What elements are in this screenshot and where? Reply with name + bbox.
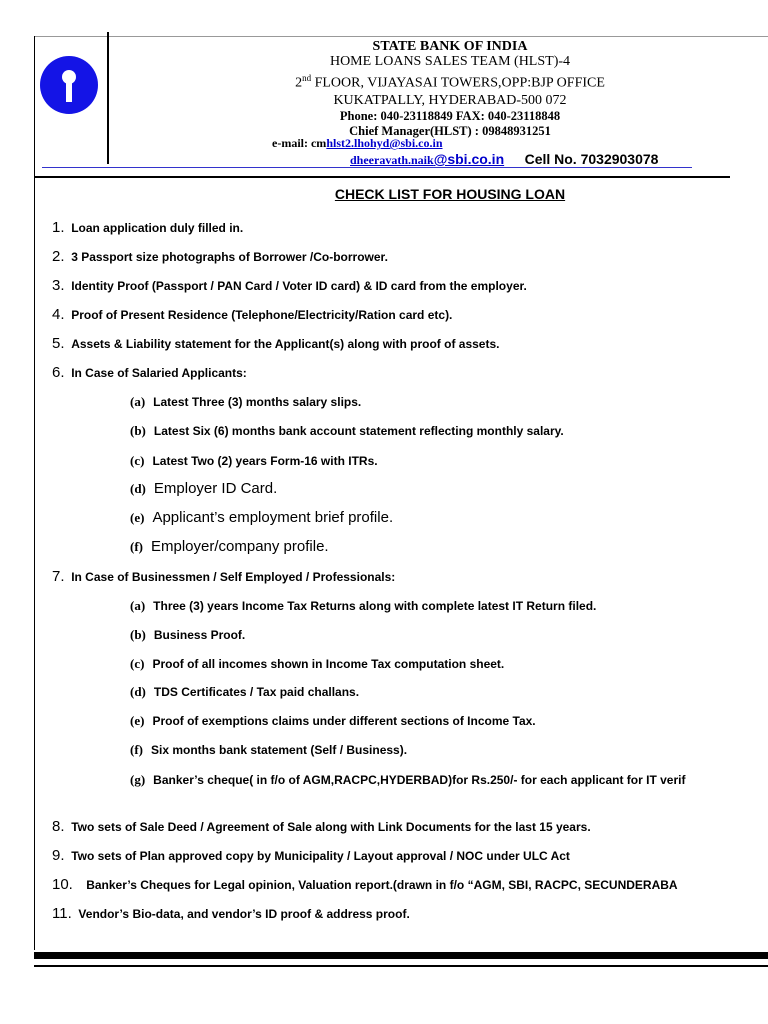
item-number: 9. (52, 847, 65, 864)
email-underline-rule (42, 167, 692, 168)
email-prefix: e-mail: cm (272, 136, 327, 150)
sub-item-text: Employer/company profile. (151, 538, 329, 555)
phone-fax: Phone: 040-23118849 FAX: 040-23118848 (339, 108, 561, 123)
item-text: Identity Proof (Passport / PAN Card / Voter ID card) & ID card from the employer. (71, 279, 527, 293)
header-bottom-rule (34, 176, 730, 178)
list-item (52, 818, 591, 835)
sub-item-text: Applicant’s employment brief profile. (152, 509, 394, 526)
list-item (52, 876, 678, 893)
sub-item-text: Latest Three (3) months salary slips. (153, 395, 362, 409)
sub-item-letter: (d) (130, 684, 146, 699)
sub-item-letter: (d) (130, 481, 146, 496)
list-item (52, 277, 527, 294)
sub-list-item (130, 538, 329, 555)
address-floor-num: 2 (295, 75, 303, 91)
item-number: 10. (52, 876, 73, 893)
sub-list-item (130, 713, 536, 729)
page-title-text: CHECK LIST FOR HOUSING LOAN (334, 186, 566, 202)
sub-list-item (130, 598, 596, 614)
sub-item-text: Six months bank statement (Self / Business). (151, 743, 408, 757)
item-text: Proof of Present Residence (Telephone/Electricity/Ration card etc). (71, 308, 453, 322)
list-item (52, 905, 410, 922)
bank-name: STATE BANK OF INDIA (372, 39, 528, 54)
address-floor (240, 70, 660, 92)
sub-item-letter: (b) (130, 627, 146, 642)
sub-item-text: Latest Two (2) years Form-16 with ITRs. (152, 454, 378, 468)
item-text: Two sets of Plan approved copy by Municipality / Layout approval / NOC under ULC Act (71, 849, 570, 863)
header-divider (107, 32, 109, 164)
sub-item-letter: (f) (130, 539, 143, 554)
list-item (52, 364, 247, 381)
chief-manager: Chief Manager(HLST) : 09848931251 (349, 123, 551, 138)
sub-list-item (130, 656, 504, 672)
keyhole-stem (66, 80, 72, 102)
page-left-border (34, 36, 35, 950)
item-text: In Case of Salaried Applicants: (71, 366, 247, 380)
sub-list-item (130, 480, 277, 497)
item-text: 3 Passport size photographs of Borrower /Co-borrower. (71, 250, 388, 264)
sub-item-text: Proof of exemptions claims under different sections of Income Tax. (152, 714, 536, 728)
sub-item-letter: (f) (130, 742, 143, 757)
sub-item-letter: (c) (130, 656, 145, 671)
sbi-logo-icon (40, 56, 98, 114)
letterhead (240, 39, 660, 139)
sub-item-letter: (e) (130, 510, 145, 525)
item-text: Assets & Liability statement for the Applicant(s) along with proof of assets. (71, 337, 500, 351)
item-number: 3. (52, 277, 65, 294)
sub-item-text: Business Proof. (153, 628, 246, 642)
sub-item-text: Three (3) years Income Tax Returns along with complete latest IT Return filed. (153, 599, 597, 613)
sub-list-item (130, 394, 361, 410)
sub-item-text: Proof of all incomes shown in Income Tax computation sheet. (152, 657, 505, 671)
sub-item-text: Banker’s cheque( in f/o of AGM,RACPC,HYDERBAD)for Rs.250/- for each applicant for IT verif (153, 773, 686, 787)
sub-item-letter: (a) (130, 394, 146, 409)
footer-thick-rule (34, 952, 768, 959)
sub-item-letter: (b) (130, 423, 146, 438)
sub-list-item (130, 453, 378, 469)
list-item (52, 248, 388, 265)
address-city: KUKATPALLY, HYDERABAD-500 072 (333, 92, 567, 108)
page-top-border (34, 36, 768, 37)
email2-user[interactable]: dheeravath.naik (350, 153, 434, 167)
address-floor-sup: nd (302, 73, 312, 83)
team-name: HOME LOANS SALES TEAM (HLST)-4 (329, 54, 571, 69)
sub-item-letter: (g) (130, 772, 146, 787)
item-text: Banker’s Cheques for Legal opinion, Valuation report.(drawn in f/o “AGM, SBI, RACPC, SECUNDERABA (86, 878, 678, 892)
list-item (52, 335, 499, 352)
sub-list-item (130, 742, 407, 758)
item-number: 11. (52, 905, 72, 922)
item-text: Vendor’s Bio-data, and vendor’s ID proof & address proof. (78, 907, 410, 921)
item-number: 8. (52, 818, 65, 835)
item-text: Loan application duly filled in. (71, 221, 244, 235)
sub-list-item (130, 684, 359, 700)
item-number: 4. (52, 306, 65, 323)
email-link[interactable]: hlst2.lhohyd@sbi.co.in (326, 136, 443, 150)
sub-list-item (130, 772, 685, 788)
email-line (272, 136, 443, 151)
address-floor-rest: FLOOR, VIJAYASAI TOWERS,OPP:BJP OFFICE (311, 75, 605, 91)
sub-item-text: Employer ID Card. (153, 480, 278, 497)
cell-number: Cell No. 7032903078 (524, 151, 659, 167)
item-number: 5. (52, 335, 65, 352)
sub-item-letter: (c) (130, 453, 145, 468)
sub-list-item (130, 627, 245, 643)
footer-thin-rule (34, 965, 768, 967)
list-item (52, 306, 452, 323)
item-text: Two sets of Sale Deed / Agreement of Sale along with Link Documents for the last 15 years. (71, 820, 591, 834)
item-number: 2. (52, 248, 65, 265)
item-number: 6. (52, 364, 65, 381)
list-item (52, 568, 395, 585)
item-number: 1. (52, 219, 65, 236)
sub-list-item (130, 509, 393, 526)
item-text: In Case of Businessmen / Self Employed / Professionals: (71, 570, 396, 584)
sub-item-text: TDS Certificates / Tax paid challans. (153, 685, 360, 699)
sub-item-letter: (e) (130, 713, 145, 728)
sub-item-text: Latest Six (6) months bank account statement reflecting monthly salary. (153, 424, 564, 438)
list-item (52, 219, 243, 236)
list-item (52, 847, 570, 864)
page-title (0, 186, 768, 202)
email2-domain[interactable]: @sbi.co.in (433, 151, 505, 167)
sub-item-letter: (a) (130, 598, 146, 613)
item-number: 7. (52, 568, 65, 585)
sub-list-item (130, 423, 564, 439)
